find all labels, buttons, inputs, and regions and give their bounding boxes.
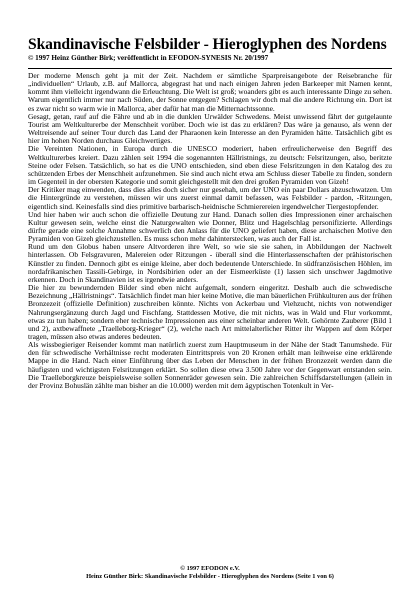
document-title: Skandinavische Felsbilder - Hieroglyphen des Nordens [28, 36, 387, 53]
paragraph: Der Kritiker mag einwenden, dass dies alles doch sicher nur gesehah, um der UNO ein paar Dollars abzuschwatzen. Um die Hintergründe zu verstehen, müssen wir uns zuerst einmal damit befassen, was Felsbilder - pardon, -Ritzungen, eigentlich sind. Keinesfalls sind dies primitive barbarisch-heidnische Schmierereien irgendwelcher Tiergestopfender. [28, 185, 392, 211]
paragraph: Gesagt, getan, rauf auf die Fähre und ab in die dunklen Urwälder Schwedens. Meist unwissend fährt der gutgelaunte Tourist am Weltkulturerbe der Menschheit vorüber. Doch wie ist das zu erklären? Das wäre ja genauso, als wenn der Weltreisende auf seiner Tour durch das Land der Pharaonen kein Interesse an den Pyramiden hätte. Tatsächlich gibt es hier im hohen Norden durchaus Gleichwertiges. [28, 111, 392, 146]
footer-copyright: © 1997 EFODON e.V. [180, 565, 240, 572]
paragraph: Als wissbegieriger Reisender kommt man natürlich zuerst zum Hauptmuseum in der Nähe der Stadt Tanumshede. Für den für schwedische Verhältnisse recht moderaten Eintrittspreis von 20 Kronen erhält man leihweise eine erklärende Mappe in die Hand. Nach einer Einführung über das Leben der Menschen in der frühen Bronzezeit werden dann die häufigsten und wichtigsten Felsritzungen erklärt. So sollen diese etwa 3.500 Jahre vor der Gegenwart entstanden sein. Die Traelleborgkreuze beispielsweise sollen Sonnenräder gewesen sein. Die zahlreichen Schiffsdarstellungen (allein in der Provinz Bohuslän zählte man bisher an die 10.000) werden mit dem ägyptischen Totenkult in Ver- [28, 340, 392, 390]
paragraph: Und hier haben wir auch schon die offizielle Deutung zur Hand. Danach sollen dies Impressionen einer archaischen Kultur gewesen sein, welche einst die Naturgewalten wie Donner, Blitz und Hagelschlag personifizierte. Allerdings dürfte gerade eine solche Annahme schwerlich den Anlass für die UNO geliefert haben, diese archaischen Motive den Pyramiden von Gizeh gleichzustellen. Es muss schon mehr dahinterstecken, was auch der Fall ist. [28, 209, 392, 244]
paragraph: Der moderne Mensch geht ja mit der Zeit. Nachdem er sämtliche Sparpreisangebote der Reisebranche für „individuellen“ Urlaub, z.B. auf Mallorca, abgegrast hat und nach einigen Jahren jeden Barkeeper mit Namen kennt, kommt ihm vielleicht irgendwann die Erleuchtung. Die Welt ist groß; woanders gibt es auch interessante Dinge zu sehen. Warum eigentlich immer nur nach Süden, der Sonne entgegen? Schlagen wir doch mal die andere Richtung ein. Dort ist es zwar nicht so warm wie in Mallorca, aber dafür hat man die Mitternachtssonne. [28, 71, 392, 113]
paragraph: Rund um den Globus haben unsere Altvorderen ihre Welt, so wie sie sie sahen, in Abbildungen der Nachwelt hinterlassen. Ob Felsgravuren, Malereien oder Ritzungen - überall sind die Hinterlassenschaften der prähistorischen Künstler zu finden. Dennoch gibt es einige kleine, aber doch bedeutende Unterschiede. In südfranzösischen Höhlen, im nordafrikanischen Tassili-Gebirge, in Nordsibirien oder an der Eismeerküste (1) lassen sich unschwer Jagdmotive erkennen. Doch in Skandinavien ist es irgendwie anders. [28, 242, 392, 284]
paragraph: Die Vereinten Nationen, in Europa durch die UNESCO moderiert, haben erfreulicherweise den Begriff des Weltkulturerbes kreiert. Dazu zählen seit 1994 die sogenannten Hällristnings, zu deutsch: Felsritzungen, also, beritzte Steine oder Felsen. Tatsächlich, so hat es die UNO entschieden, sind eben diese Felsritzungen in den Katalog des zu schützenden Erbes der Menschheit aufzunehmen. Sie sind auch nicht etwa am Schluss dieser Tabelle zu finden, sondern im Gegenteil in der obersten Kategorie und somit gleichgestellt mit den drei großen Pyramiden von Gizeh! [28, 144, 392, 187]
footer-page-info: Heinz Günther Birk: Skandinavische Felsbilder - Hieroglyphen des Nordens (Seite 1 von 6) [86, 573, 334, 580]
page-footer [28, 565, 392, 581]
document-page [28, 36, 392, 390]
copyright-line: © 1997 Heinz Günther Birk; veröffentlicht in EFODON-SYNESIS Nr. 20/1997 [28, 54, 269, 62]
article-body [28, 72, 392, 390]
header-divider [28, 68, 392, 69]
paragraph: Die hier zu bewundernden Bilder sind eben nicht aufgemalt, sondern eingeritzt. Deshalb auch die schwedische Bezeichnung „Hällristnings“. Tatsächlich findet man hier keine Motive, die man bäuerlichen Frühkulturen aus der frühen Bronzezeit (offizielle Definition) zuschreiben könnte. Nichts von Ackerbau und Viehzucht, nichts von notwendiger Nahrungsergänzung durch Jagd und Fischfang. Stattdessen Motive, die mit nichts, was in Wald und Flur vorkommt, etwas zu tun haben; sondern eher technische Impressionen aus einer scheinbar anderen Welt. Gehörnte Zauberer (Bild 1 und 2), axtbewaffnete „Traelleborg-Krieger“ (2), welche nach Art mittelalterlicher Ritter ihr Wappen auf dem Körper tragen, müssen also etwas anderes bedeuten. [28, 283, 392, 341]
